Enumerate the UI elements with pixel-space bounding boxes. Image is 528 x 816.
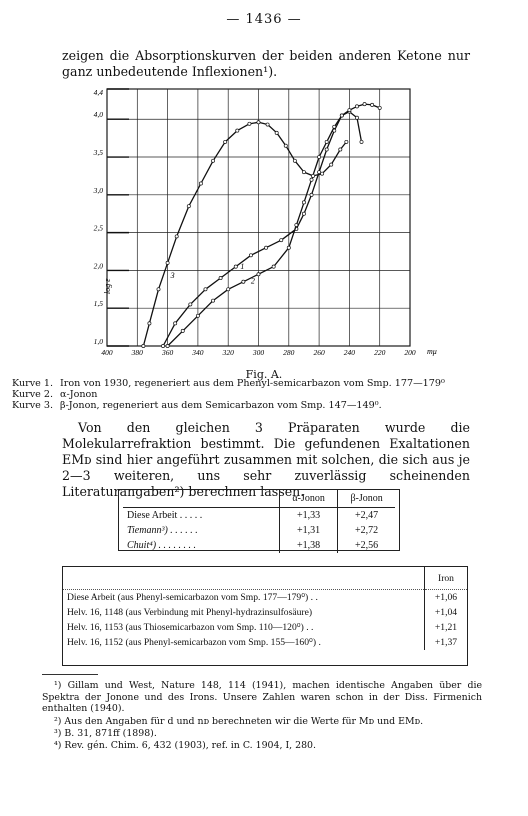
curve-description: β-Jonon, regeneriert aus dem Semicarbazon vom Smp. 147—149⁰.	[60, 400, 382, 411]
footnote-2: ²) Aus den Angaben für d und nᴅ berechneten wir die Werte für Mᴅ und EMᴅ.	[54, 716, 424, 727]
curve-point-2	[272, 265, 275, 268]
table-row	[63, 635, 467, 650]
curve-point-2	[340, 114, 343, 117]
intro-paragraph: zeigen die Absorptionskurven der beiden anderen Ketone nur ganz unbedeutende Inflexionen¹).	[62, 48, 470, 79]
curve-series	[142, 103, 382, 348]
curve-point-2	[378, 106, 381, 109]
footnote-4: ⁴) Rev. gén. Chim. 6, 432 (1903), ref. in C. 1904, I, 280.	[54, 740, 316, 751]
row-label: Chuit⁴) . . . . . . . .	[127, 540, 197, 551]
table-row	[63, 620, 467, 635]
curve-point-3	[157, 288, 160, 291]
x-tick-labels	[101, 348, 416, 357]
figure-caption: Fig. A.	[245, 368, 283, 381]
curve-line-3	[143, 122, 346, 346]
value-beta: +2,56	[338, 538, 395, 553]
value-alpha: +1,31	[280, 523, 338, 538]
x-tick-label: 240	[343, 348, 356, 357]
value-alpha: +1,33	[280, 508, 338, 524]
curve-point-3	[175, 235, 178, 238]
row-label: Diese Arbeit . . . . .	[127, 510, 203, 521]
value-iron: +1,06	[425, 590, 468, 606]
footnote-divider	[42, 674, 98, 675]
curve-point-3	[166, 261, 169, 264]
y-tick-label: 3,0	[93, 185, 103, 195]
body-paragraph: Von den gleichen 3 Präparaten wurde die Molekularrefraktion bestimmt. Die gefundenen Exaltationen EMᴅ sind hier angeführt zusammen mit solchen, die sich aus je 2—3 weiteren, uns sehr zuverlässig scheinenden Literaturangaben²) berechnen lassen.	[62, 420, 470, 499]
curve-point-1	[264, 246, 267, 249]
curve-label-3: 3	[170, 270, 175, 280]
curve-point-1	[302, 212, 305, 215]
curve-point-1	[249, 254, 252, 257]
curve-point-3	[224, 140, 227, 143]
absorption-chart	[70, 84, 470, 364]
x-tick-label: 400	[101, 348, 113, 357]
y-tick-label: 1,5	[93, 299, 103, 309]
curve-point-1	[310, 193, 313, 196]
table1-frame	[118, 489, 400, 551]
curve-description: α-Jonon	[60, 389, 98, 400]
curve-point-2	[242, 280, 245, 283]
x-tick-label: 320	[222, 348, 234, 357]
x-tick-label: 220	[374, 348, 386, 357]
curve-point-2	[348, 109, 351, 112]
table-row	[63, 605, 467, 620]
table-row	[63, 590, 467, 606]
value-beta: +2,72	[338, 523, 395, 538]
x-tick-label: 340	[192, 348, 204, 357]
curve-point-1	[161, 344, 164, 347]
curve-point-3	[311, 174, 314, 177]
curve-point-2	[318, 155, 321, 158]
col-header-beta: β-Jonon	[338, 489, 395, 508]
page-number: — 1436 —	[226, 12, 302, 27]
curve-point-3	[339, 148, 342, 151]
curve-point-1	[219, 276, 222, 279]
curve-point-2	[333, 125, 336, 128]
curve-point-2	[257, 273, 260, 276]
curve-key: Kurve 3.	[12, 400, 54, 411]
curve-legend-2	[12, 389, 97, 400]
x-tick-label: 380	[131, 348, 143, 357]
footnote-3: ³) B. 31, 871ff (1898).	[54, 728, 157, 739]
curve-label-1: 1	[240, 261, 245, 271]
x-tick-label: 200	[404, 348, 416, 357]
curve-point-2	[302, 201, 305, 204]
curve-point-2	[166, 344, 169, 347]
exaltation-table-iron	[62, 566, 468, 666]
row-label: Tiemann³) . . . . . .	[127, 525, 198, 536]
value-iron: +1,04	[425, 605, 468, 620]
curve-point-3	[248, 122, 251, 125]
y-tick-label: 2,5	[93, 223, 103, 233]
footnote-1: ¹) Gillam und West, Nature 148, 114 (1941), machen identische Angaben über die Spektra der Jonone und des Irons. Unsere Zahlen waren schon in der Diss. Firmenich enthalten (1940).	[42, 680, 482, 714]
col-header-alpha: α-Jonon	[280, 489, 338, 508]
value-beta: +2,47	[338, 508, 395, 524]
curve-point-3	[330, 163, 333, 166]
curve-description: Iron von 1930, regeneriert aus dem Phenyl-semicarbazon vom Smp. 177—179⁰	[60, 378, 445, 389]
curve-point-2	[287, 246, 290, 249]
row-label: Diese Arbeit (aus Phenyl-semicarbazon vom Smp. 177—179⁰) . .	[67, 592, 318, 603]
y-tick-labels	[93, 88, 104, 346]
curve-point-1	[325, 148, 328, 151]
curve-point-3	[293, 159, 296, 162]
curve-point-2	[325, 140, 328, 143]
y-tick-label: 1,0	[93, 337, 103, 346]
y-tick-label: 4,0	[93, 110, 103, 120]
curve-point-1	[355, 116, 358, 119]
x-tick-label: 360	[161, 348, 174, 357]
curve-label-2: 2	[250, 276, 255, 286]
curve-point-3	[266, 123, 269, 126]
curve-key: Kurve 2.	[12, 389, 54, 400]
curve-point-2	[211, 299, 214, 302]
curve-point-3	[275, 131, 278, 134]
curve-point-2	[227, 288, 230, 291]
x-tick-label: 300	[252, 348, 265, 357]
curve-point-3	[142, 344, 145, 347]
y-tick-label: 2,0	[93, 261, 103, 271]
curve-point-1	[360, 140, 363, 143]
curve-point-3	[199, 182, 202, 185]
curve-point-3	[284, 144, 287, 147]
curve-point-3	[321, 172, 324, 175]
x-unit-label: mμ	[427, 347, 437, 356]
curve-point-2	[196, 314, 199, 317]
curve-point-2	[310, 178, 313, 181]
row-label: Helv. 16, 1148 (aus Verbindung mit Phenyl-hydrazinsulfosäure)	[67, 607, 313, 618]
curve-key: Kurve 1.	[12, 378, 54, 389]
curve-line-1	[163, 112, 361, 346]
curve-point-3	[211, 159, 214, 162]
curve-point-2	[363, 103, 366, 106]
x-tick-label: 280	[283, 348, 295, 357]
col-header-iron: Iron	[425, 567, 468, 590]
value-alpha: +1,38	[280, 538, 338, 553]
x-tick-label: 260	[313, 348, 325, 357]
curve-point-3	[345, 140, 348, 143]
row-label: Helv. 16, 1152 (aus Phenyl-semicarbazon vom Smp. 155—160⁰) .	[67, 637, 321, 648]
curve-legend-3	[12, 400, 382, 411]
curve-legend-1	[12, 378, 445, 389]
curve-point-2	[295, 223, 298, 226]
curve-point-1	[189, 303, 192, 306]
curve-point-3	[302, 171, 305, 174]
curve-point-3	[187, 205, 190, 208]
curve-point-2	[355, 105, 358, 108]
y-tick-label: 4,4	[93, 88, 103, 97]
curve-line-2	[168, 104, 380, 346]
curve-point-1	[280, 239, 283, 242]
curve-point-2	[181, 329, 184, 332]
value-iron: +1,21	[425, 620, 468, 635]
curve-point-3	[148, 322, 151, 325]
curve-point-1	[204, 288, 207, 291]
row-label: Helv. 16, 1153 (aus Thiosemicarbazon vom Smp. 110—120⁰) . .	[67, 622, 314, 633]
grid-lines	[107, 89, 410, 346]
y-tick-label: 3,5	[93, 148, 103, 158]
y-axis-label: log ε	[103, 278, 112, 294]
value-iron: +1,37	[425, 635, 468, 650]
curve-point-1	[234, 265, 237, 268]
curve-point-3	[257, 121, 260, 124]
curve-point-2	[371, 103, 374, 106]
curve-point-3	[236, 129, 239, 132]
curve-point-1	[174, 322, 177, 325]
